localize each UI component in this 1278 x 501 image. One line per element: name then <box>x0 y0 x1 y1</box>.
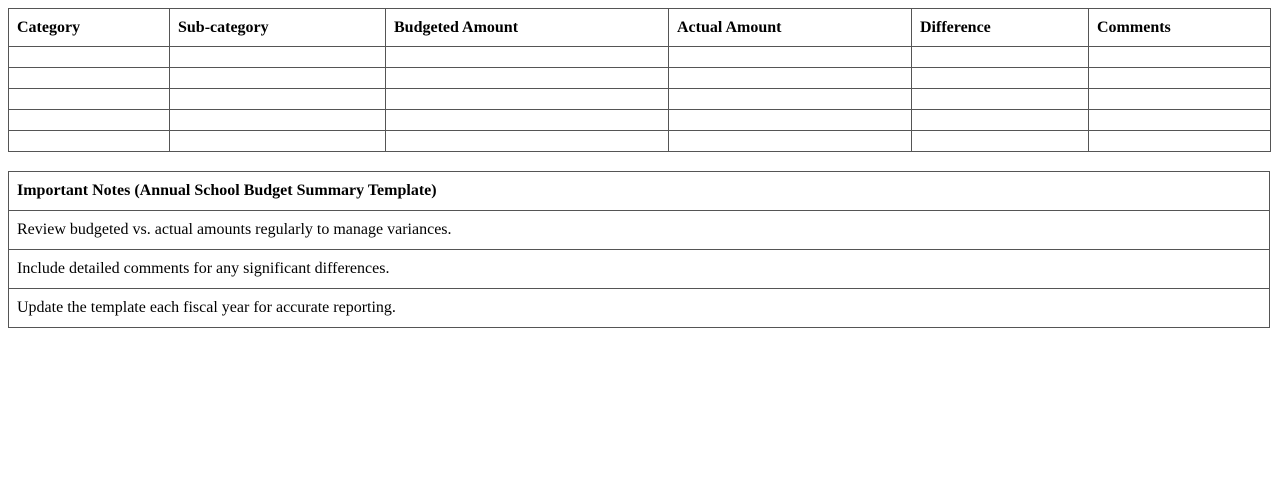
table-cell <box>669 110 912 131</box>
table-cell <box>1089 47 1271 68</box>
table-cell <box>9 68 170 89</box>
note-item: Include detailed comments for any significant differences. <box>9 250 1270 289</box>
table-cell <box>669 68 912 89</box>
notes-title: Important Notes (Annual School Budget Summary Template) <box>9 172 1270 211</box>
table-cell <box>9 47 170 68</box>
note-item: Review budgeted vs. actual amounts regularly to manage variances. <box>9 211 1270 250</box>
header-comments: Comments <box>1089 9 1271 47</box>
note-row <box>9 211 1270 250</box>
table-row <box>9 89 1271 110</box>
table-header-row <box>9 9 1271 47</box>
table-cell <box>1089 131 1271 152</box>
table-cell <box>669 89 912 110</box>
important-notes-table <box>8 171 1270 328</box>
table-cell <box>912 131 1089 152</box>
table-cell <box>669 131 912 152</box>
table-cell <box>170 110 386 131</box>
table-cell <box>9 110 170 131</box>
table-row <box>9 110 1271 131</box>
table-row <box>9 47 1271 68</box>
table-cell <box>386 68 669 89</box>
table-cell <box>9 131 170 152</box>
header-sub-category: Sub-category <box>170 9 386 47</box>
table-cell <box>912 89 1089 110</box>
header-actual-amount: Actual Amount <box>669 9 912 47</box>
header-budgeted-amount: Budgeted Amount <box>386 9 669 47</box>
table-cell <box>9 89 170 110</box>
table-cell <box>912 47 1089 68</box>
table-cell <box>1089 89 1271 110</box>
header-category: Category <box>9 9 170 47</box>
table-cell <box>386 131 669 152</box>
table-row <box>9 131 1271 152</box>
table-cell <box>386 89 669 110</box>
table-cell <box>170 131 386 152</box>
table-cell <box>1089 110 1271 131</box>
table-row <box>9 68 1271 89</box>
notes-header-row <box>9 172 1270 211</box>
note-row <box>9 289 1270 328</box>
table-cell <box>386 110 669 131</box>
table-cell <box>912 68 1089 89</box>
header-difference: Difference <box>912 9 1089 47</box>
budget-summary-table <box>8 8 1271 152</box>
table-cell <box>386 47 669 68</box>
note-row <box>9 250 1270 289</box>
note-item: Update the template each fiscal year for accurate reporting. <box>9 289 1270 328</box>
table-cell <box>170 89 386 110</box>
table-cell <box>1089 68 1271 89</box>
table-cell <box>669 47 912 68</box>
table-cell <box>170 47 386 68</box>
table-cell <box>170 68 386 89</box>
table-cell <box>912 110 1089 131</box>
